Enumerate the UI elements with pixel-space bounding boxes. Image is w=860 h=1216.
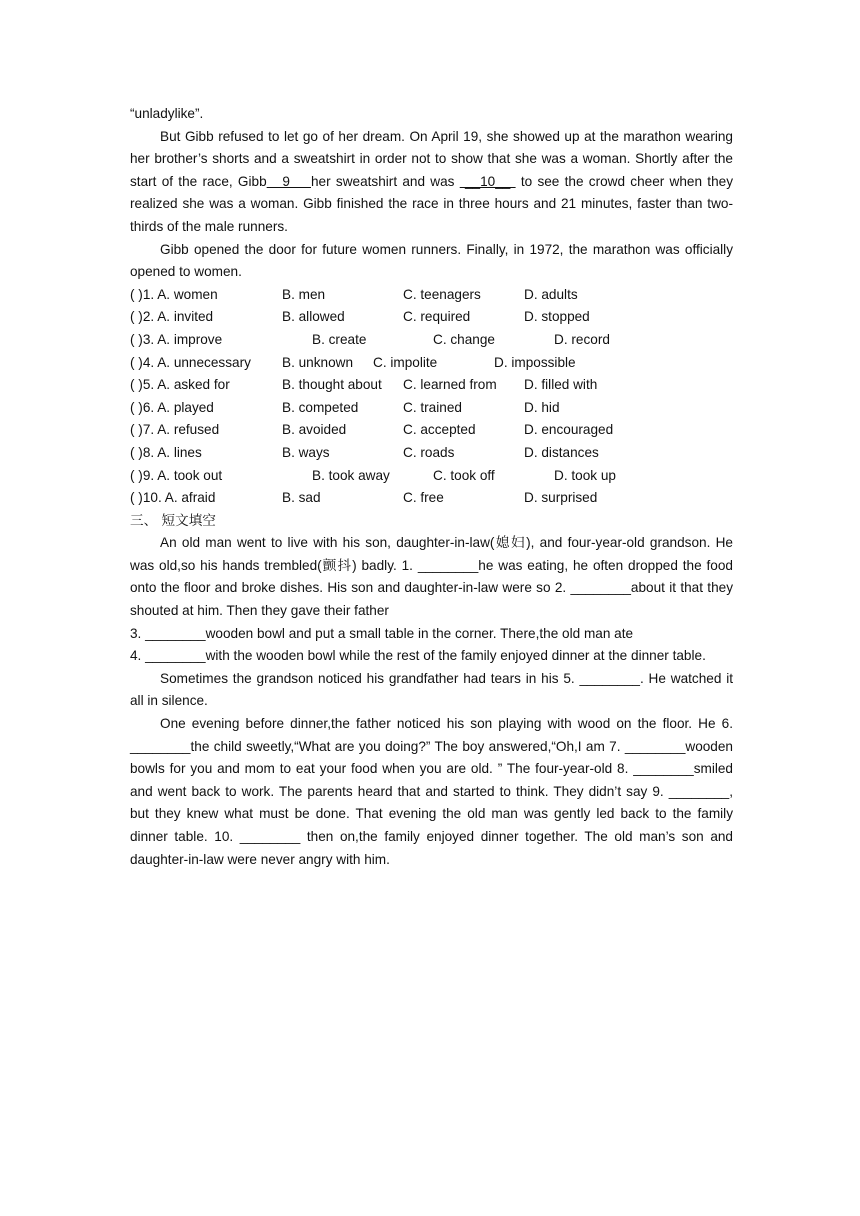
question-option-b: B. allowed xyxy=(282,309,345,325)
question-option-c: C. roads xyxy=(403,444,455,460)
question-option-c: C. impolite xyxy=(373,354,438,370)
passage-paragraph: One evening before dinner,the father noticed his son playing with wood on the floor. He 6. ________the child sweetly,“What are you doing?” The boy answered,“Oh,I am 7. ________wooden bowls for you and mom to eat your food when you are old. ” The four-year-old 8. ________smiled and went back to work. The parents heard that and started to think. They didn’t say 9. ________, but they knew what must be done. That evening the old man was gently led back to the family dinner table. 10. ________ then on,the family enjoyed dinner together. The old man’s son and daughter-in-law were never angry with him. xyxy=(130,716,733,867)
question-option-c: C. learned from xyxy=(403,377,497,393)
passage-line: “unladylike”. xyxy=(130,106,204,121)
passage-paragraph: An old man went to live with his son, daughter-in-law(媳妇), and four-year-old grandson. He was old,so his hands trembled(颤抖) badly. 1. ________he was eating, he often dropped the food onto the floor and broke dishes. His son and daughter-in-law were so 2. ________about it that they shouted at him. Then they gave their father xyxy=(130,535,733,619)
question-option-c: C. accepted xyxy=(403,422,476,438)
question-option-b: B. avoided xyxy=(282,422,347,438)
question-option-a: ( )6. A. played xyxy=(130,399,214,415)
question-option-a: ( )4. A. unnecessary xyxy=(130,354,251,370)
passage-line: 3. ________wooden bowl and put a small table in the corner. There,the old man ate xyxy=(130,625,634,641)
question-option-a: ( )5. A. asked for xyxy=(130,377,230,393)
question-option-d: D. impossible xyxy=(494,354,576,370)
question-row xyxy=(130,374,733,397)
question-option-d: D. stopped xyxy=(524,309,590,325)
question-option-b: B. create xyxy=(312,331,367,347)
question-option-c: C. free xyxy=(403,490,444,506)
question-option-c: C. teenagers xyxy=(403,286,481,302)
blank-9: 9 xyxy=(266,173,311,189)
question-option-c: C. took off xyxy=(433,467,495,483)
question-option-a: ( )10. A. afraid xyxy=(130,490,216,506)
question-option-d: D. surprised xyxy=(524,490,598,506)
question-row xyxy=(130,352,733,375)
question-option-d: D. filled with xyxy=(524,377,598,393)
question-row xyxy=(130,306,733,329)
question-option-a: ( )9. A. took out xyxy=(130,467,223,483)
question-option-d: D. encouraged xyxy=(524,422,614,438)
document-page xyxy=(130,103,733,871)
passage-paragraph: 4. ________with the wooden bowl while the rest of the family enjoyed dinner at the dinner table. xyxy=(130,648,706,664)
blank-10: __10__ xyxy=(459,173,516,189)
question-option-b: B. unknown xyxy=(282,354,354,370)
question-option-b: B. competed xyxy=(282,399,359,415)
question-row xyxy=(130,487,733,510)
passage-paragraph: Sometimes the grandson noticed his grandfather had tears in his 5. ________. He watched it all in silence. xyxy=(130,670,733,709)
question-option-d: D. distances xyxy=(524,444,599,460)
question-option-d: D. hid xyxy=(524,399,560,415)
question-option-a: ( )8. A. lines xyxy=(130,444,202,460)
question-row xyxy=(130,419,733,442)
passage-paragraph: Gibb opened the door for future women runners. Finally, in 1972, the marathon was officially opened to women. xyxy=(130,241,733,280)
question-row xyxy=(130,329,733,352)
passage-text: But Gibb refused to let go of her dream. On April 19, she showed up at the marathon wearing her brother’s shorts and a sweatshirt in order not to show that she was a woman. Shortly after the start of the race, Gibb xyxy=(130,128,733,189)
question-row xyxy=(130,442,733,465)
question-row xyxy=(130,284,733,307)
question-option-c: C. required xyxy=(403,309,471,325)
question-row xyxy=(130,397,733,420)
passage-paragraph xyxy=(130,126,733,239)
passage-text: to see the crowd cheer when they realized she was a woman. Gibb finished the race in three hours and 21 minutes, faster than two-thirds of the male runners. xyxy=(130,173,733,234)
question-option-d: D. adults xyxy=(524,286,578,302)
question-option-d: D. record xyxy=(554,331,610,347)
question-option-b: B. sad xyxy=(282,490,321,506)
question-option-c: C. change xyxy=(433,331,495,347)
question-option-b: B. thought about xyxy=(282,377,382,393)
question-option-a: ( )2. A. invited xyxy=(130,309,214,325)
question-option-a: ( )7. A. refused xyxy=(130,422,220,438)
question-option-c: C. trained xyxy=(403,399,462,415)
question-option-a: ( )1. A. women xyxy=(130,286,218,302)
question-list xyxy=(130,284,733,510)
passage-text: her sweatshirt and was xyxy=(311,173,460,189)
question-option-d: D. took up xyxy=(554,467,616,483)
question-row xyxy=(130,465,733,488)
question-option-a: ( )3. A. improve xyxy=(130,331,223,347)
question-option-b: B. men xyxy=(282,286,326,302)
question-option-b: B. took away xyxy=(312,467,390,483)
section-heading: 三、 短文填空 xyxy=(130,512,216,529)
question-option-b: B. ways xyxy=(282,444,330,460)
